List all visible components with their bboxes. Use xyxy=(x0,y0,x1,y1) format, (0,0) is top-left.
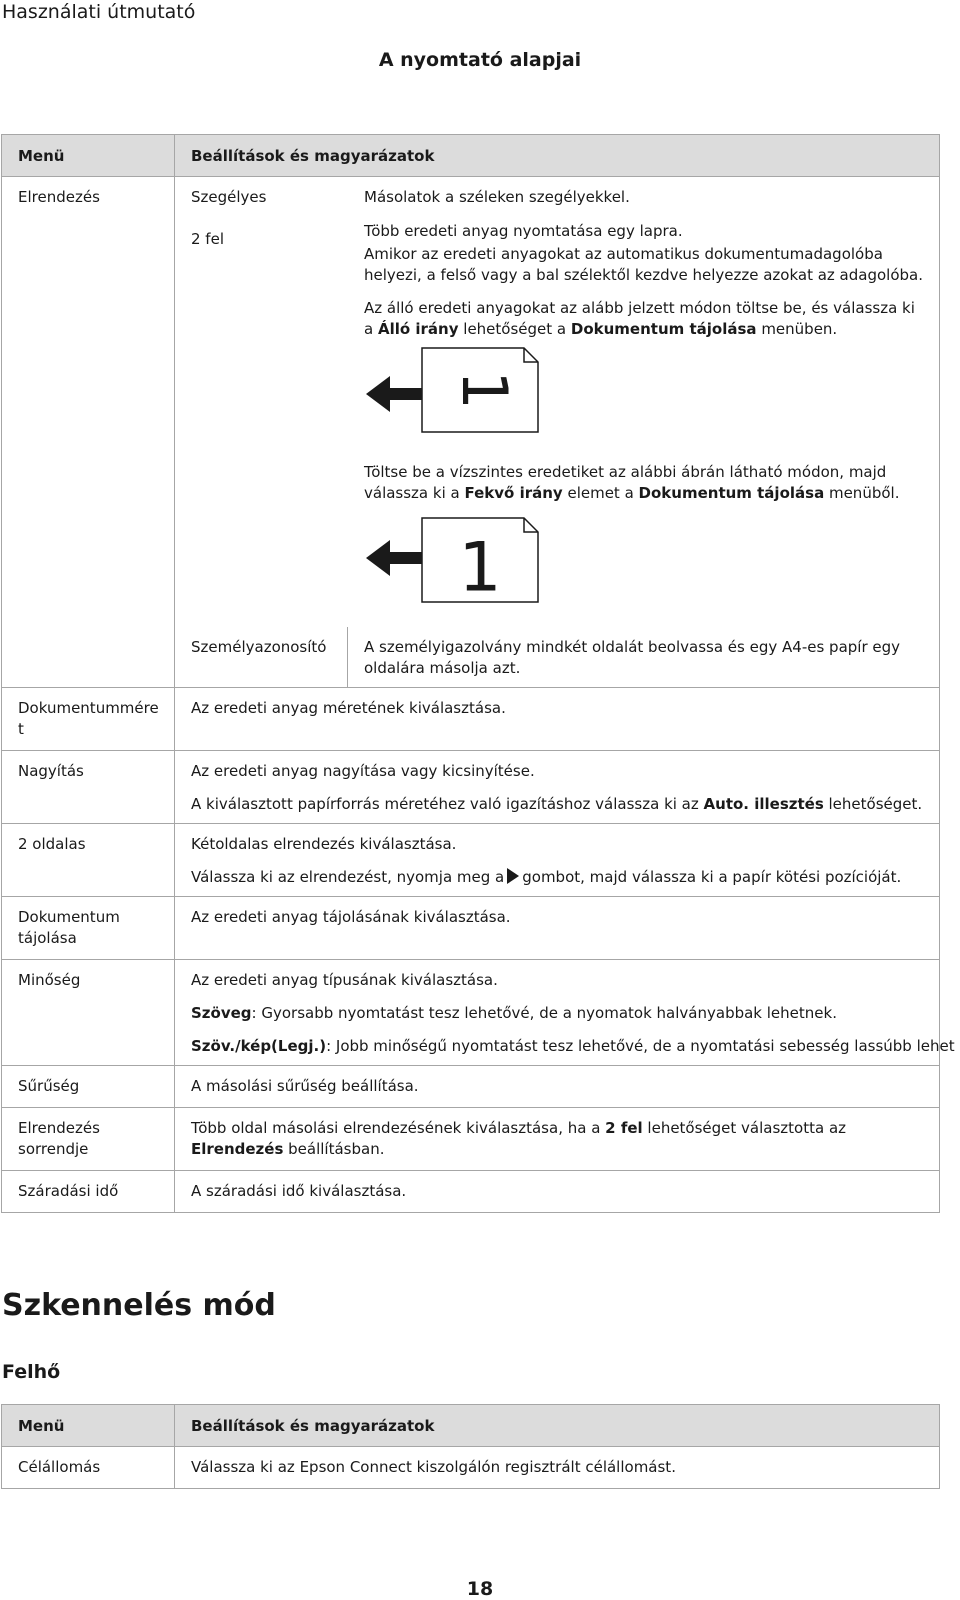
option-desc-bordered: Másolatok a széleken szegélyekkel. xyxy=(348,177,940,219)
desc-2up-line1: Több eredeti anyag nyomtatása egy lapra. xyxy=(364,222,683,240)
portrait-figure xyxy=(364,346,564,442)
table-row xyxy=(2,824,940,897)
desc-drying: A száradási idő kiválasztása. xyxy=(175,1171,940,1213)
page-number: 18 xyxy=(466,1578,494,1600)
desc-zoom: Az eredeti anyag nagyítása vagy kicsinyítése. A kiválasztott papírforrás méretéhez való igazításhoz válassza ki az Auto. illesztés lehetőséget. xyxy=(175,751,940,824)
option-label-bordered: Szegélyes xyxy=(175,177,348,219)
option-label-id-card: Személyazonosító xyxy=(175,627,348,688)
menu-label-layout-order: Elrendezés sorrendje xyxy=(2,1108,175,1171)
header-menu: Menü xyxy=(2,1405,175,1447)
table-row xyxy=(2,177,940,219)
portrait-figure-digit: 1 xyxy=(447,370,521,410)
header-menu: Menü xyxy=(2,135,175,177)
chapter-title: A nyomtató alapjai xyxy=(378,49,582,71)
table-row xyxy=(2,1447,940,1489)
desc-density: A másolási sűrűség beállítása. xyxy=(175,1066,940,1108)
desc-quality: Az eredeti anyag típusának kiválasztása. Szöveg: Gyorsabb nyomtatást tesz lehetővé, de a nyomatok halványabbak lehetnek. Szöv./kép(Legj.): Jobb minőségű nyomtatást tesz lehetővé, de a nyomtatási sebesség lassúbb lehet xyxy=(175,960,940,1066)
desc-two-sided: Kétoldalas elrendezés kiválasztása. Válassza ki az elrendezést, nyomja meg a gombot, majd válassza ki a papír kötési pozícióját. xyxy=(175,824,940,897)
landscape-figure xyxy=(364,510,564,606)
triangle-right-icon xyxy=(507,868,519,884)
desc-orientation: Az eredeti anyag tájolásának kiválasztása. xyxy=(175,897,940,960)
section-title-scan: Szkennelés mód xyxy=(2,1288,276,1323)
menu-label-layout: Elrendezés xyxy=(2,177,175,688)
table-row xyxy=(2,688,940,751)
menu-label-density: Sűrűség xyxy=(2,1066,175,1108)
header-settings: Beállítások és magyarázatok xyxy=(175,135,940,177)
desc-destination: Válassza ki az Epson Connect kiszolgálón regisztrált célállomást. xyxy=(175,1447,940,1489)
document-header: Használati útmutató xyxy=(2,1,196,23)
table-row xyxy=(2,751,940,824)
copy-settings-table xyxy=(1,134,955,1213)
table-row xyxy=(2,897,940,960)
landscape-figure-digit: 1 xyxy=(458,528,502,606)
desc-landscape: Töltse be a vízszintes eredetiket az alábbi ábrán látható módon, majd válassza ki a Fekvő irány elemet a Dokumentum tájolása menüből. xyxy=(364,463,900,502)
option-desc-id-card: A személyigazolvány mindkét oldalát beolvassa és egy A4-es papír egy oldalára másolja azt. xyxy=(348,627,940,688)
option-label-2up: 2 fel xyxy=(175,219,348,627)
menu-label-orientation: Dokumentum tájolása xyxy=(2,897,175,960)
option-desc-2up xyxy=(348,219,940,627)
menu-label-doc-size: Dokumentummére t xyxy=(2,688,175,751)
table-row xyxy=(2,1171,940,1213)
cloud-settings-table xyxy=(1,1404,940,1489)
desc-layout-order: Több oldal másolási elrendezésének kiválasztása, ha a 2 fel lehetőséget választotta az Elrendezés beállításban. xyxy=(175,1108,940,1171)
menu-label-zoom: Nagyítás xyxy=(2,751,175,824)
subsection-title-cloud: Felhő xyxy=(2,1361,61,1383)
menu-label-drying: Száradási idő xyxy=(2,1171,175,1213)
header-settings: Beállítások és magyarázatok xyxy=(175,1405,940,1447)
desc-portrait: Az álló eredeti anyagokat az alább jelzett módon töltse be, és válassza ki a Álló irány lehetőséget a Dokumentum tájolása menüben. xyxy=(364,299,915,338)
desc-2up-line2: Amikor az eredeti anyagokat az automatikus dokumentumadagolóba helyezi, a felső vagy a bal szélektől kezdve helyezze azokat az adagolóba. xyxy=(364,245,923,284)
arrow-left-icon xyxy=(366,376,426,412)
table-row xyxy=(2,1108,940,1171)
menu-label-two-sided: 2 oldalas xyxy=(2,824,175,897)
arrow-left-icon xyxy=(366,540,426,576)
menu-label-destination: Célállomás xyxy=(2,1447,175,1489)
table-row xyxy=(2,960,940,1066)
table-row xyxy=(2,1066,940,1108)
desc-doc-size: Az eredeti anyag méretének kiválasztása. xyxy=(175,688,940,751)
menu-label-quality: Minőség xyxy=(2,960,175,1066)
